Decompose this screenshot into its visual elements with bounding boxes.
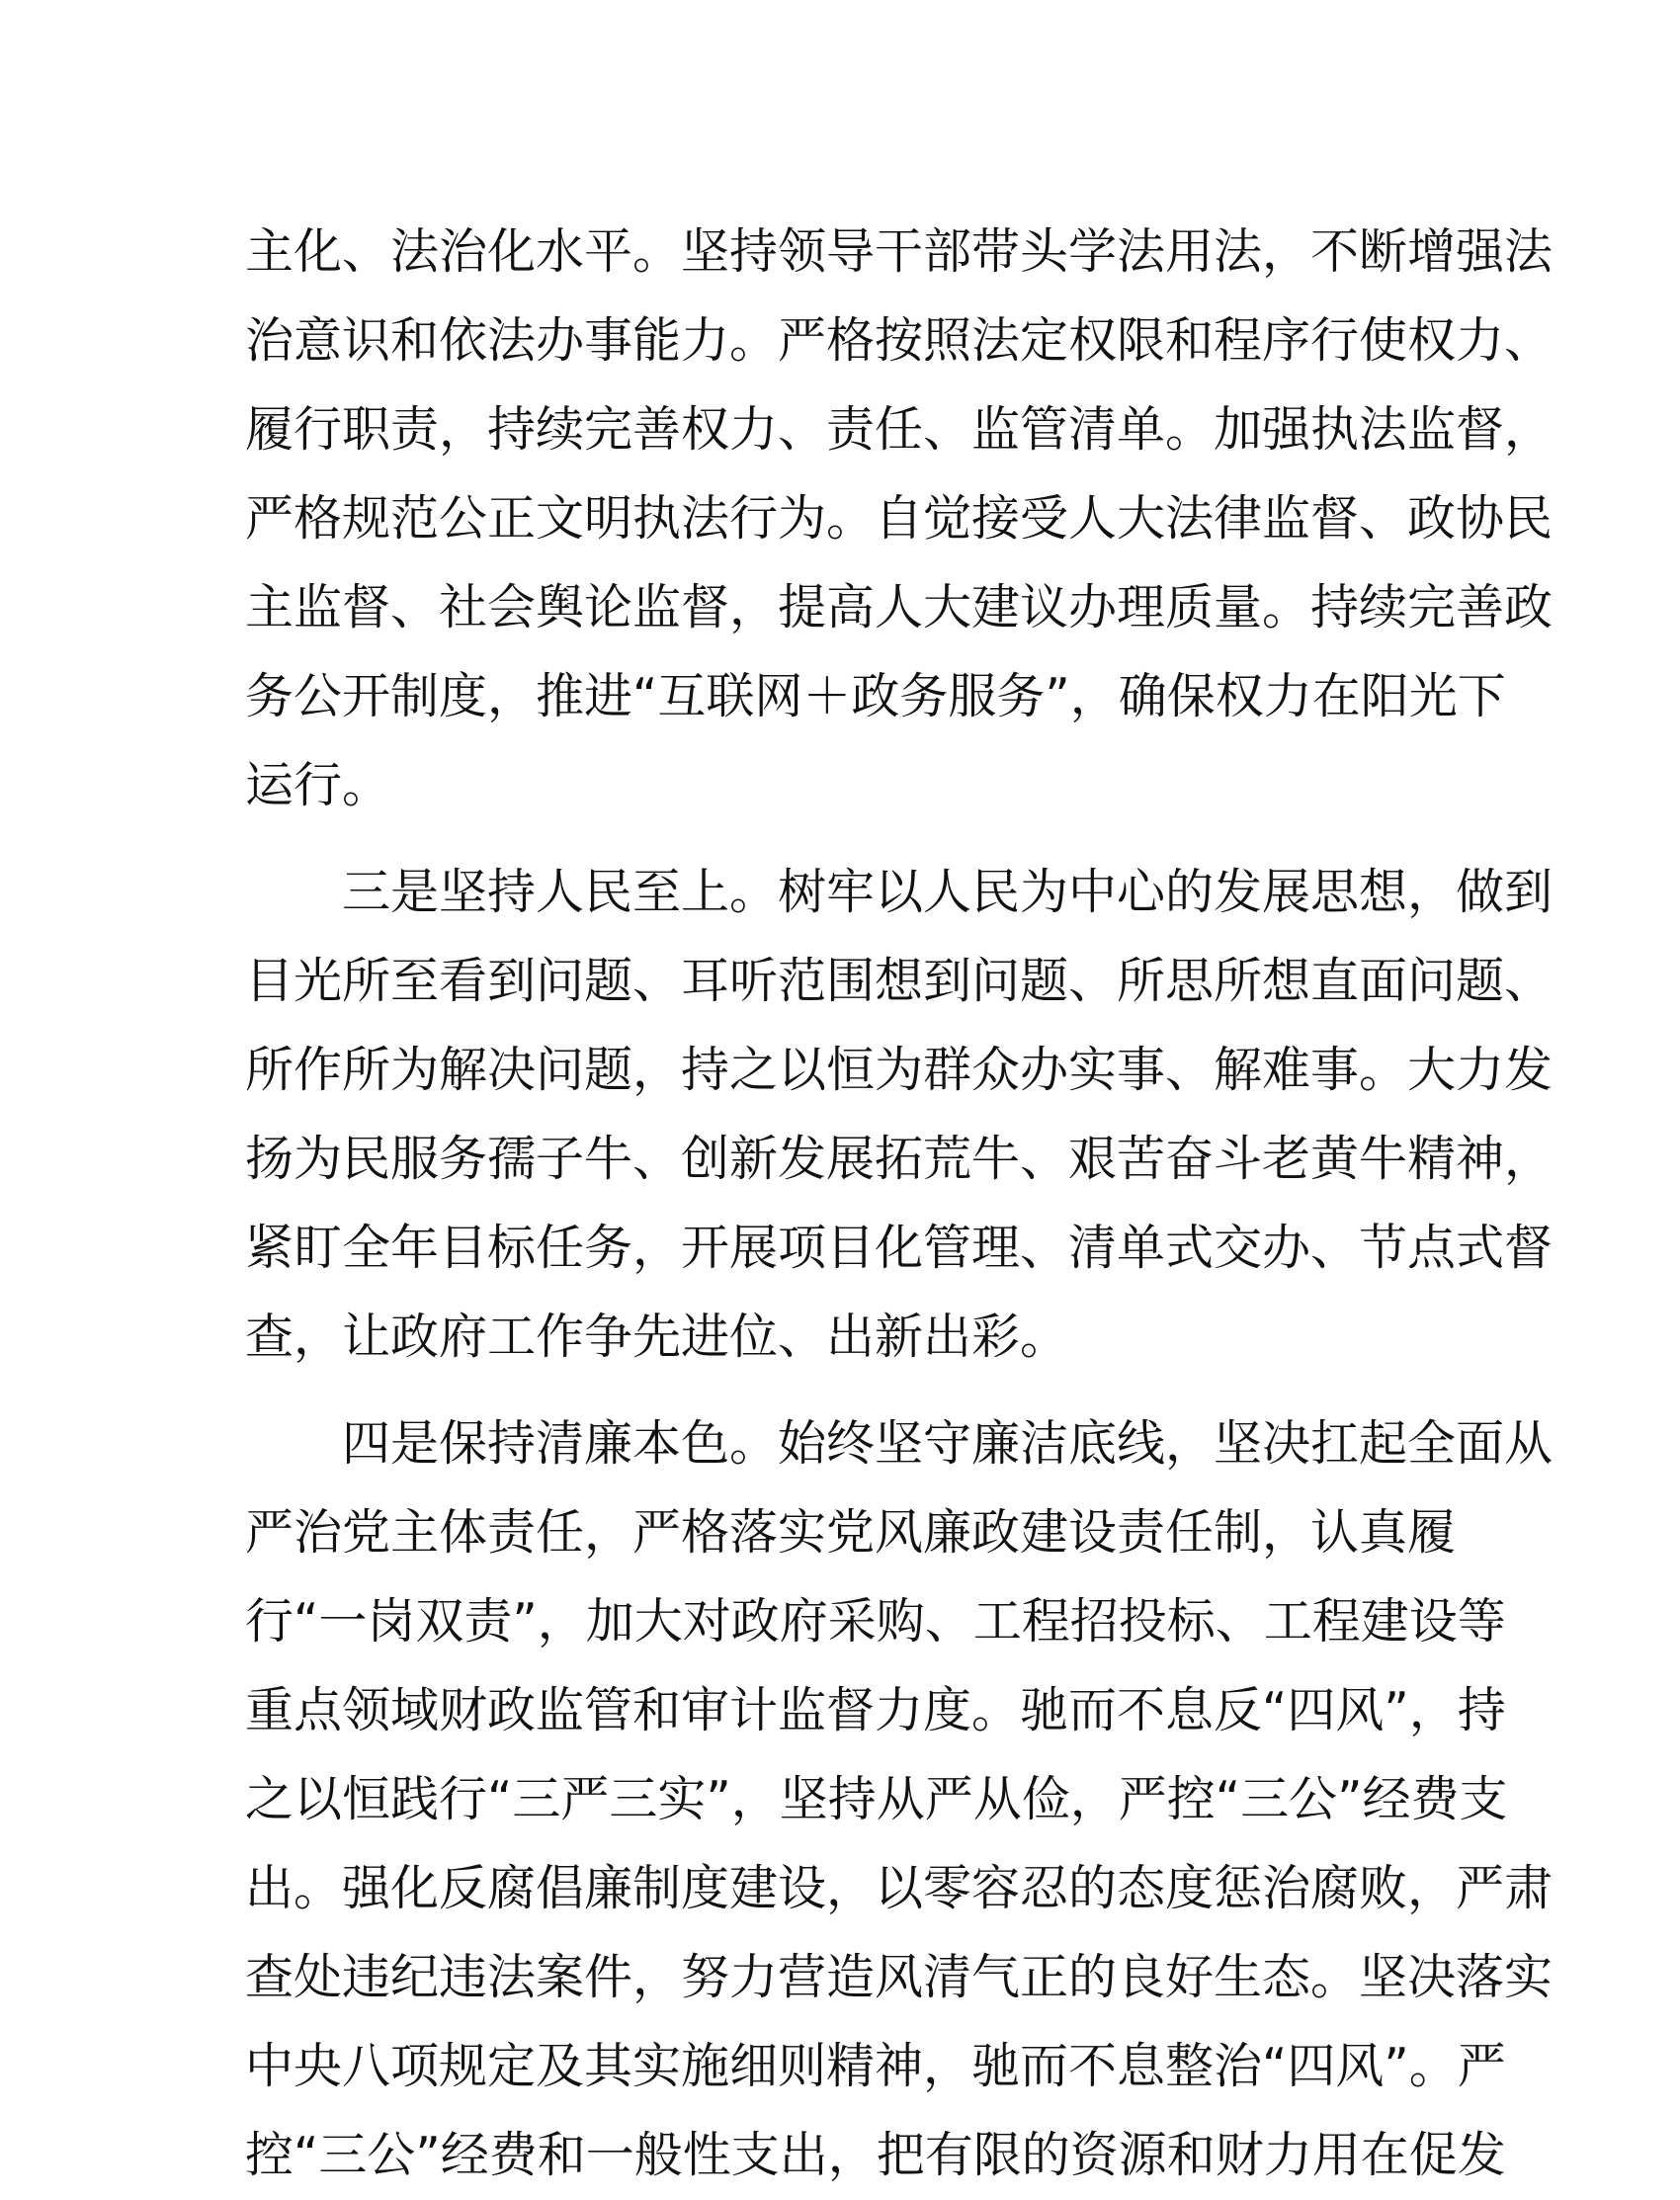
paragraph-line: 中央八项规定及其实施细则精神，驰而不息整治“四风”。严 (245, 2038, 1506, 2094)
paragraph-1 (245, 208, 1554, 830)
paragraph-line: 主监督、社会舆论监督，提高人大建议办理质量。持续完善政 (245, 579, 1554, 635)
paragraph-line: 所作所为解决问题，持之以恒为群众办实事、解难事。大力发 (245, 1042, 1554, 1098)
paragraph-line: 目光所至看到问题、耳听范围想到问题、所思所想直面问题、 (245, 953, 1554, 1009)
paragraph-line: 控“三公”经费和一般性支出，把有限的资源和财力用在促发 (245, 2127, 1506, 2183)
paragraph-2 (245, 848, 1554, 1382)
paragraph-3 (245, 1399, 1554, 2200)
paragraph-line: 严格规范公正文明执法行为。自觉接受人大法律监督、政协民 (245, 490, 1554, 547)
paragraph-line: 重点领域财政监管和审计监督力度。驰而不息反“四风”，持 (245, 1682, 1506, 1738)
paragraph-line: 履行职责，持续完善权力、责任、监管清单。加强执法监督， (245, 401, 1554, 458)
paragraph-line: 紧盯全年目标任务，开展项目化管理、清单式交办、节点式督 (245, 1220, 1554, 1276)
paragraph-line: 严治党主体责任，严格落实党风廉政建设责任制，认真履 (245, 1504, 1457, 1561)
paragraph-line: 三是坚持人民至上。树牢以人民为中心的发展思想，做到 (342, 864, 1554, 920)
paragraph-line: 查处违纪违法案件，努力营造风清气正的良好生态。坚决落实 (245, 1949, 1554, 2005)
document-body (245, 208, 1554, 2200)
paragraph-line: 扬为民服务孺子牛、创新发展拓荒牛、艰苦奋斗老黄牛精神， (245, 1131, 1554, 1187)
paragraph-line: 四是保持清廉本色。始终坚守廉洁底线，坚决扛起全面从 (342, 1415, 1554, 1472)
paragraph-line: 行“一岗双责”，加大对政府采购、工程招投标、工程建设等 (245, 1593, 1506, 1650)
paragraph-line: 查，让政府工作争先进位、出新出彩。 (245, 1309, 1069, 1365)
paragraph-line: 出。强化反腐倡廉制度建设，以零容忍的态度惩治腐败，严肃 (245, 1860, 1554, 1916)
paragraph-line: 之以恒践行“三严三实”，坚持从严从俭，严控“三公”经费支 (245, 1771, 1508, 1827)
paragraph-line: 运行。 (245, 757, 391, 813)
paragraph-line: 主化、法治化水平。坚持领导干部带头学法用法，不断增强法 (245, 223, 1554, 280)
paragraph-line: 务公开制度，推进“互联网＋政务服务”，确保权力在阳光下 (245, 668, 1506, 724)
paragraph-line: 治意识和依法办事能力。严格按照法定权限和程序行使权力、 (245, 312, 1554, 369)
